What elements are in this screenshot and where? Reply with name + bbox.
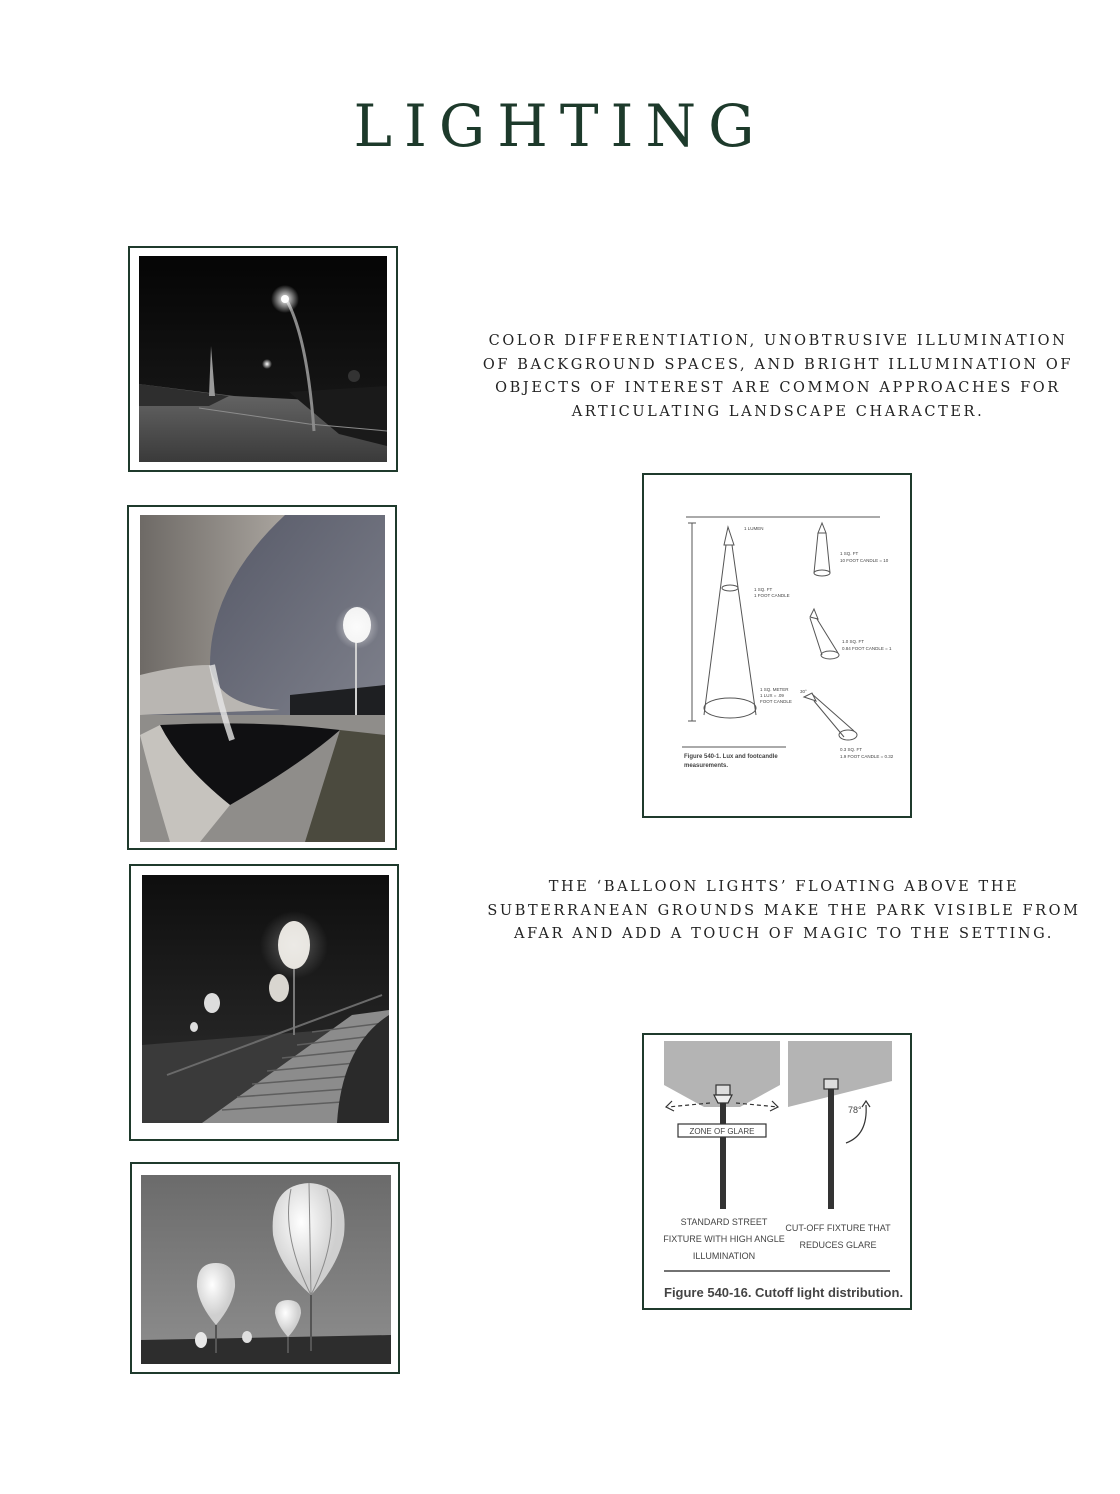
photo-water-feature-frame bbox=[127, 505, 397, 850]
figure-lux-caption-line1: Figure 540-1. Lux and footcandle bbox=[684, 754, 778, 760]
svg-text:0.84 FOOT CANDLE = 1: 0.84 FOOT CANDLE = 1 bbox=[842, 646, 892, 651]
cutoff-fixture-label-1: CUT-OFF FIXTURE THAT bbox=[785, 1223, 891, 1233]
photo-water-feature bbox=[140, 515, 385, 842]
zone-of-glare-label: ZONE OF GLARE bbox=[689, 1127, 755, 1136]
cutoff-fixture-label-2: REDUCES GLARE bbox=[799, 1240, 877, 1250]
figure-cutoff-distribution-frame bbox=[642, 1033, 912, 1310]
standard-fixture-label-2: FIXTURE WITH HIGH ANGLE bbox=[663, 1234, 785, 1244]
photo-balloon-lights-frame bbox=[130, 1162, 400, 1374]
figure-lux-footcandle-frame bbox=[642, 473, 912, 818]
caption-balloon-lights: THE ‘BALLOON LIGHTS’ FLOATING ABOVE THE SUBTERRANEAN GROUNDS MAKE THE PARK VISIBLE FROM AFAR AND ADD A TOUCH OF MAGIC TO THE SETTING. bbox=[487, 879, 1081, 942]
svg-text:1.9 FOOT CANDLE = 0.32: 1.9 FOOT CANDLE = 0.32 bbox=[840, 754, 894, 759]
svg-text:30°: 30° bbox=[800, 689, 807, 694]
figure-lux-caption-line2: measurements. bbox=[684, 763, 729, 769]
photo-balloon-lights bbox=[141, 1175, 391, 1364]
figure-lux-footcandle bbox=[644, 475, 910, 816]
photo-staircase bbox=[142, 875, 389, 1123]
svg-text:FOOT CANDLE: FOOT CANDLE bbox=[760, 699, 792, 704]
figure-cutoff-caption: Figure 540-16. Cutoff light distribution. bbox=[664, 1285, 904, 1300]
svg-text:1 LUX = .09: 1 LUX = .09 bbox=[760, 693, 784, 698]
svg-text:1.0 SQ. FT: 1.0 SQ. FT bbox=[842, 639, 865, 644]
caption-articulating-character: COLOR DIFFERENTIATION, UNOBTRUSIVE ILLUMINATION OF BACKGROUND SPACES, AND BRIGHT ILLUMINATION OF OBJECTS OF INTEREST ARE COMMON APPROACHES FOR ARTICULATING LANDSCAPE CHARACTER. bbox=[482, 333, 1074, 420]
photo-street-lamp-frame bbox=[128, 246, 398, 472]
photo-staircase-frame bbox=[129, 864, 399, 1141]
angle-label: 78° bbox=[848, 1105, 862, 1115]
figure-cutoff-distribution bbox=[644, 1035, 910, 1308]
svg-text:0.3 SQ. FT: 0.3 SQ. FT bbox=[840, 747, 863, 752]
svg-text:1 SQ. METER: 1 SQ. METER bbox=[760, 687, 789, 692]
svg-text:1 SQ. FT: 1 SQ. FT bbox=[840, 551, 859, 556]
svg-text:10 FOOT CANDLE = 10: 10 FOOT CANDLE = 10 bbox=[840, 558, 889, 563]
page-title: LIGHTING bbox=[353, 92, 767, 160]
svg-text:1 FOOT CANDLE: 1 FOOT CANDLE bbox=[754, 593, 790, 598]
standard-fixture-label-1: STANDARD STREET bbox=[680, 1217, 768, 1227]
photo-street-lamp bbox=[139, 256, 387, 462]
svg-text:1 SQ. FT: 1 SQ. FT bbox=[754, 587, 773, 592]
standard-fixture-label-3: ILLUMINATION bbox=[692, 1251, 756, 1261]
svg-text:1 LUMEN: 1 LUMEN bbox=[744, 526, 764, 531]
